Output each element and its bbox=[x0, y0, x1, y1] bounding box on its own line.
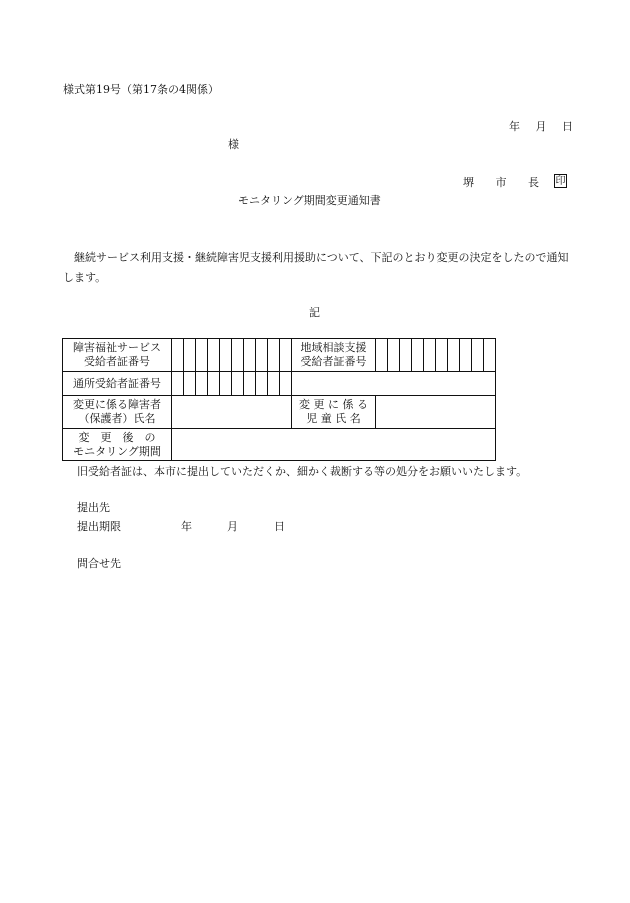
deadline-row bbox=[77, 520, 285, 533]
table-row bbox=[63, 339, 496, 372]
disabled-person-name-label: 変更に係る障害者 （保護者）氏名 bbox=[63, 396, 172, 429]
addressee-suffix: 様 bbox=[228, 138, 239, 151]
daycare-digit-cell[interactable] bbox=[280, 372, 292, 396]
daycare-digit-cell[interactable] bbox=[208, 372, 220, 396]
child-name-label: 変 更 に 係 る 児 童 氏 名 bbox=[292, 396, 376, 429]
date-day: 日 bbox=[562, 120, 573, 133]
daycare-blank-cell bbox=[292, 372, 496, 396]
welfare-digit-cell[interactable] bbox=[280, 339, 292, 372]
child-name-field[interactable] bbox=[376, 396, 496, 429]
ki-heading: 記 bbox=[309, 306, 320, 319]
welfare-digit-cell[interactable] bbox=[220, 339, 232, 372]
daycare-digit-cell[interactable] bbox=[172, 372, 184, 396]
consult-digit-cell[interactable] bbox=[412, 339, 424, 372]
table-row bbox=[63, 396, 496, 429]
consult-number-label: 地域相談支援 受給者証番号 bbox=[292, 339, 376, 372]
period-label: 変 更 後 の モニタリング期間 bbox=[63, 429, 172, 461]
welfare-digit-cell[interactable] bbox=[244, 339, 256, 372]
consult-digit-cell[interactable] bbox=[484, 339, 496, 372]
daycare-number-label: 通所受給者証番号 bbox=[63, 372, 172, 396]
deadline-label: 提出期限 bbox=[77, 520, 121, 533]
document-title: モニタリング期間変更通知書 bbox=[238, 194, 381, 207]
form-number: 様式第19号（第17条の4関係） bbox=[63, 83, 219, 96]
period-field[interactable] bbox=[172, 429, 496, 461]
consult-digit-cell[interactable] bbox=[436, 339, 448, 372]
welfare-digit-cell[interactable] bbox=[268, 339, 280, 372]
consult-digit-cell[interactable] bbox=[388, 339, 400, 372]
issue-date bbox=[509, 120, 573, 133]
daycare-digit-cell[interactable] bbox=[184, 372, 196, 396]
daycare-digit-cell[interactable] bbox=[220, 372, 232, 396]
welfare-digit-cell[interactable] bbox=[172, 339, 184, 372]
daycare-digit-cell[interactable] bbox=[196, 372, 208, 396]
consult-digit-cell[interactable] bbox=[400, 339, 412, 372]
welfare-digit-cell[interactable] bbox=[184, 339, 196, 372]
deadline-month: 月 bbox=[227, 520, 238, 533]
issuer-name: 堺 市 長 bbox=[463, 176, 548, 189]
table-row bbox=[63, 372, 496, 396]
notice-body: 継続サービス利用支援・継続障害児支援利用援助について、下記のとおり変更の決定をしたので通知します。 bbox=[63, 251, 569, 284]
consult-digit-cell[interactable] bbox=[448, 339, 460, 372]
consult-digit-cell[interactable] bbox=[460, 339, 472, 372]
table-row bbox=[63, 429, 496, 461]
welfare-digit-cell[interactable] bbox=[208, 339, 220, 372]
welfare-digit-cell[interactable] bbox=[196, 339, 208, 372]
consult-digit-cell[interactable] bbox=[472, 339, 484, 372]
welfare-digit-cell[interactable] bbox=[232, 339, 244, 372]
disabled-person-name-field[interactable] bbox=[172, 396, 292, 429]
contact-label: 問合せ先 bbox=[77, 557, 121, 570]
notice-table bbox=[62, 338, 496, 461]
consult-digit-cell[interactable] bbox=[424, 339, 436, 372]
daycare-digit-cell[interactable] bbox=[268, 372, 280, 396]
date-month: 月 bbox=[535, 120, 547, 133]
daycare-digit-cell[interactable] bbox=[244, 372, 256, 396]
deadline-day: 日 bbox=[274, 520, 285, 533]
date-year: 年 bbox=[509, 120, 520, 133]
consult-digit-cell[interactable] bbox=[376, 339, 388, 372]
old-card-note: 旧受給者証は、本市に提出していただくか、細かく裁断する等の処分をお願いいたします。 bbox=[77, 465, 528, 478]
seal-mark: 印 bbox=[555, 176, 566, 187]
deadline-year: 年 bbox=[181, 520, 192, 533]
daycare-digit-cell[interactable] bbox=[256, 372, 268, 396]
submit-to-label: 提出先 bbox=[77, 501, 110, 514]
daycare-digit-cell[interactable] bbox=[232, 372, 244, 396]
welfare-number-label: 障害福祉サービス 受給者証番号 bbox=[63, 339, 172, 372]
welfare-digit-cell[interactable] bbox=[256, 339, 268, 372]
